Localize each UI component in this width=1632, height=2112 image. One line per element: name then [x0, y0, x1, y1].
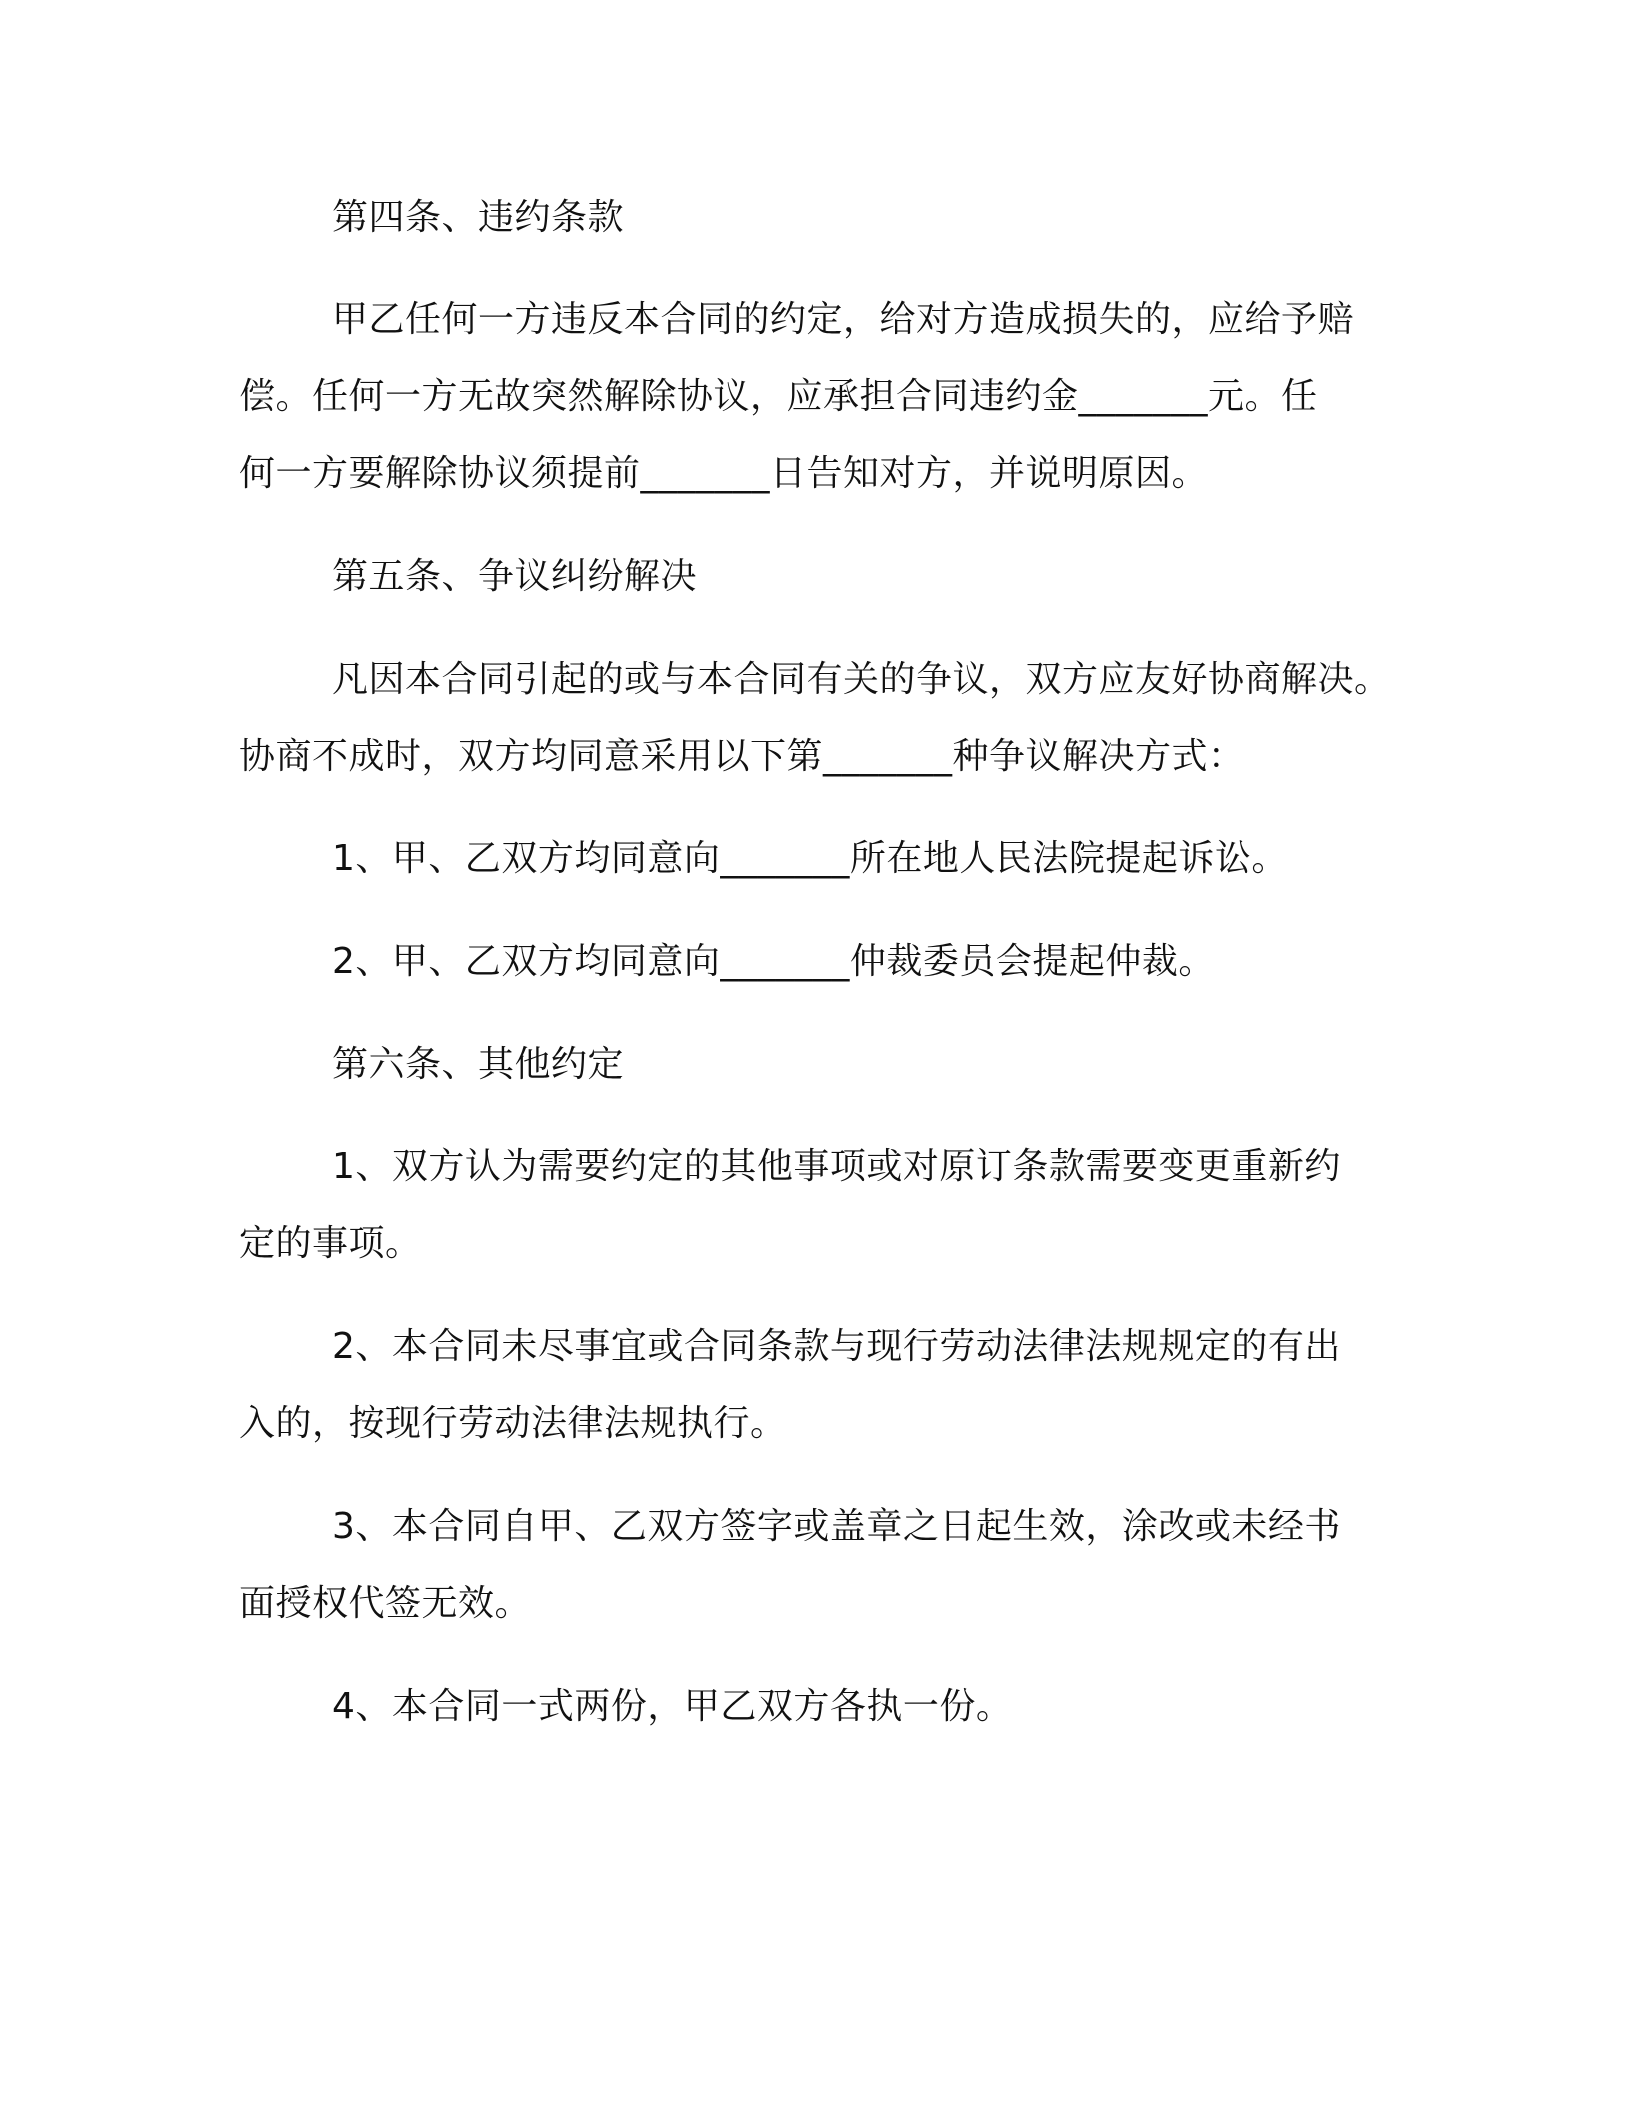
article6-item2-line-2: 入的，按现行劳动法律法规执行。 — [239, 1403, 787, 1444]
article6-item1-line-1: 1、双方认为需要约定的其他事项或对原订条款需要变更重新约 — [332, 1146, 1341, 1187]
article5-line-2: 协商不成时，双方均同意采用以下第_______种争议解决方式： — [239, 736, 1245, 777]
article4-line-3: 何一方要解除协议须提前_______日告知对方，并说明原因。 — [239, 453, 1209, 494]
article4-line-2: 偿。任何一方无故突然解除协议，应承担合同违约金_______元。任 — [239, 376, 1318, 417]
article5-option-2: 2、甲、乙双方均同意向_______仲裁委员会提起仲裁。 — [332, 941, 1215, 982]
article6-item1-line-2: 定的事项。 — [239, 1223, 422, 1264]
article5-option-1: 1、甲、乙双方均同意向_______所在地人民法院提起诉讼。 — [332, 838, 1288, 879]
article6-item3-line-1: 3、本合同自甲、乙双方签字或盖章之日起生效，涂改或未经书 — [332, 1506, 1341, 1547]
article6-item2-line-1: 2、本合同未尽事宜或合同条款与现行劳动法律法规规定的有出 — [332, 1326, 1341, 1367]
article4-line-1: 甲乙任何一方违反本合同的约定，给对方造成损失的，应给予赔 — [332, 299, 1355, 340]
article5-heading: 第五条、争议纠纷解决 — [332, 556, 698, 597]
article6-item3-line-2: 面授权代签无效。 — [239, 1583, 532, 1624]
article5-line-1: 凡因本合同引起的或与本合同有关的争议，双方应友好协商解决。 — [332, 659, 1391, 700]
article4-heading: 第四条、违约条款 — [332, 197, 625, 238]
article6-item4: 4、本合同一式两份，甲乙双方各执一份。 — [332, 1686, 1013, 1727]
article6-heading: 第六条、其他约定 — [332, 1044, 625, 1085]
